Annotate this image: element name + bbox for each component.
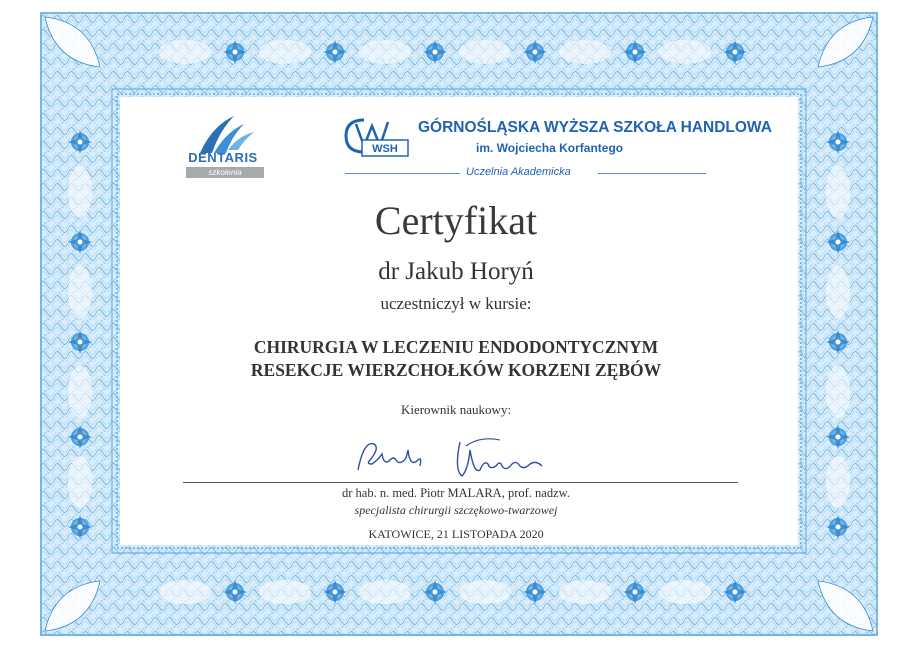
dentaris-sub: szkolenia bbox=[186, 167, 264, 178]
recipient-name: dr Jakub Horyń bbox=[378, 258, 534, 285]
wsh-logo bbox=[342, 116, 412, 158]
signature-line bbox=[183, 482, 738, 483]
supervisor-label: Kierownik naukowy: bbox=[400, 402, 512, 417]
wsh-mark: WSH bbox=[372, 143, 398, 155]
signatory-name: dr hab. n. med. Piotr MALARA, prof. nadzw. bbox=[342, 486, 570, 500]
wsh-tagline: Uczelnia Akademicka bbox=[466, 166, 571, 178]
wsh-subtitle: im. Wojciecha Korfantego bbox=[476, 141, 624, 155]
course-title-line2: RESEKCJE WIERZCHOŁKÓW KORZENI ZĘBÓW bbox=[250, 360, 662, 380]
signatory-role: specjalista chirurgii szczękowo-twarzowej bbox=[354, 503, 558, 517]
dentaris-name: DENTARIS bbox=[188, 150, 258, 165]
certificate-title: Certyfikat bbox=[374, 198, 538, 243]
wsh-divider-right bbox=[598, 173, 706, 174]
wsh-divider-left bbox=[345, 173, 460, 174]
handwritten-signature bbox=[350, 430, 570, 490]
course-title-line1: CHIRURGIA W LECZENIU ENDODONTYCZNYM bbox=[253, 337, 659, 357]
participation-text: uczestniczył w kursie: bbox=[380, 294, 532, 313]
wsh-title: GÓRNOŚLĄSKA WYŻSZA SZKOŁA HANDLOWA bbox=[418, 119, 772, 136]
place-date: KATOWICE, 21 LISTOPADA 2020 bbox=[368, 527, 544, 541]
